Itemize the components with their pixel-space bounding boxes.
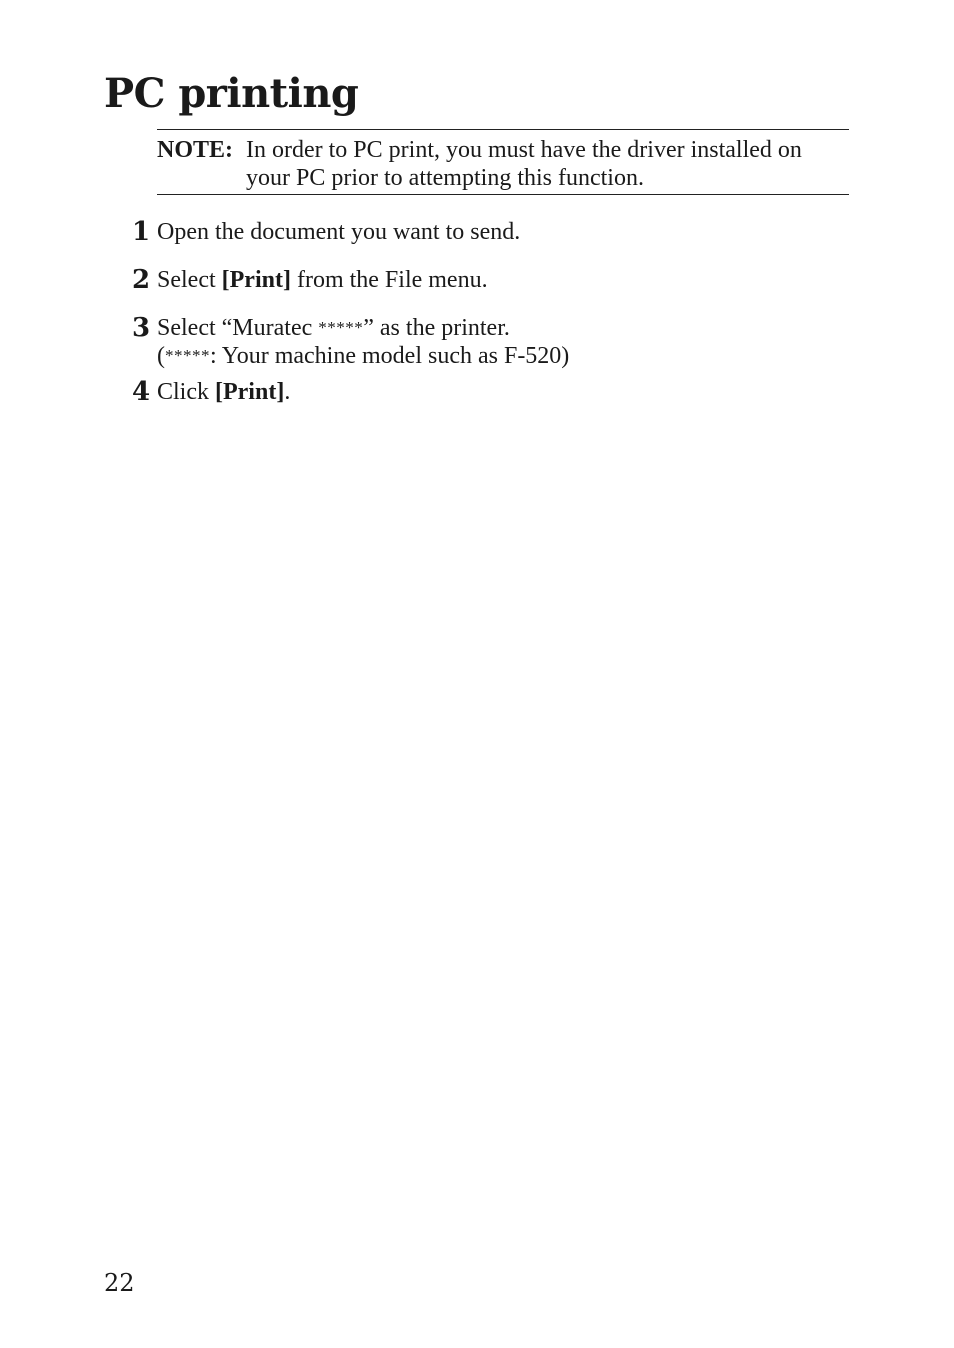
- print-command-label: [Print]: [221, 267, 291, 293]
- step-text-pre: Select “Muratec: [157, 315, 319, 341]
- step-number: 2: [132, 265, 151, 295]
- step-text-pre: Select: [157, 267, 222, 293]
- step-text-pre: Click: [157, 379, 215, 405]
- step-text: [157, 378, 290, 406]
- step-text-post: from the File menu.: [290, 267, 488, 293]
- step-number: 3: [132, 313, 151, 343]
- note-text: In order to PC print, you must have the driver installed on your PC prior to attempting this function.: [246, 137, 802, 191]
- print-command-label: [Print]: [215, 379, 285, 405]
- step-text: [157, 266, 488, 294]
- step-text: [157, 314, 510, 342]
- page-number: 22: [104, 1269, 135, 1297]
- subtext-pre: (: [157, 343, 165, 369]
- model-placeholder: *****: [318, 318, 364, 337]
- step-text-post: .: [284, 379, 291, 405]
- step-text-post: ” as the printer.: [363, 315, 510, 341]
- page-title: PC printing: [104, 70, 359, 117]
- step-number: 1: [132, 217, 151, 247]
- note-box: [157, 129, 849, 195]
- model-placeholder: *****: [165, 346, 210, 365]
- step-subtext: [157, 342, 569, 370]
- step-number: 4: [132, 377, 151, 407]
- subtext-post: : Your machine model such as F-520): [210, 343, 570, 369]
- step-text: Open the document you want to send.: [157, 219, 521, 245]
- note-label: NOTE:: [157, 137, 234, 163]
